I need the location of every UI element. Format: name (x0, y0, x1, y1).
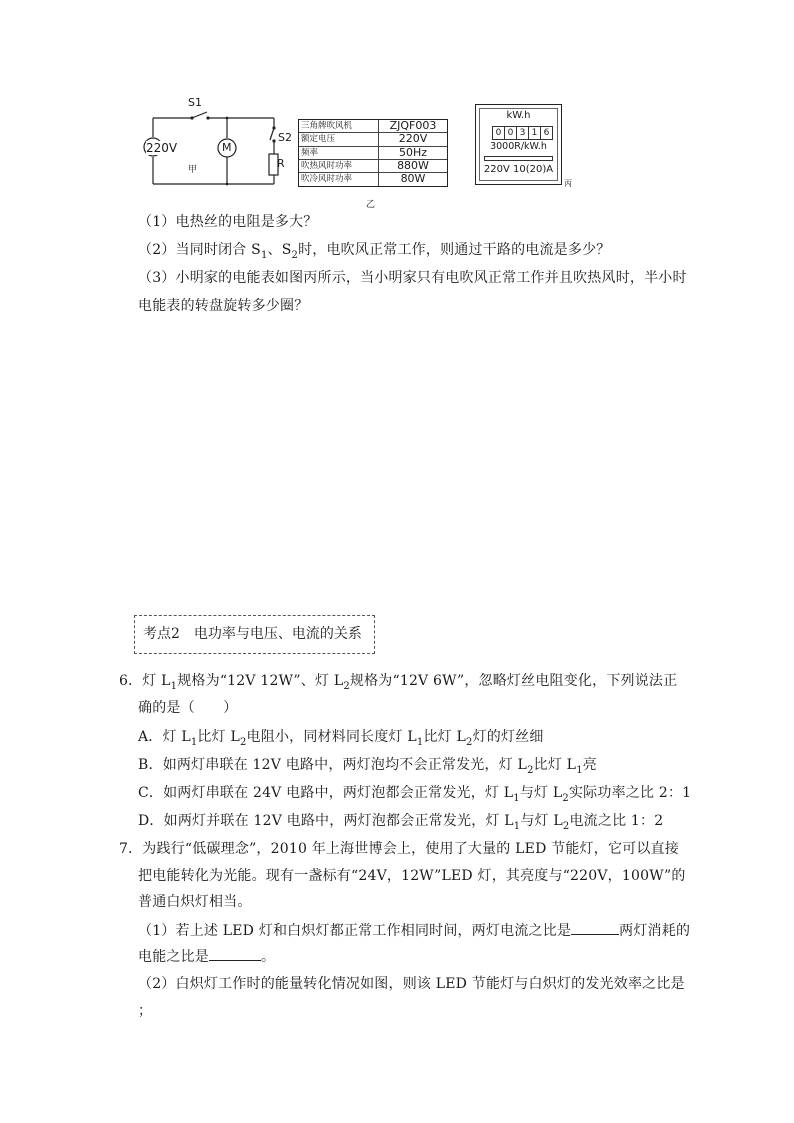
option-text: 实际功率之比 2：1 (568, 785, 692, 801)
spec-value: 880W (397, 158, 429, 172)
option-text: 灯的灯丝细 (472, 729, 544, 745)
spec-key: 三角牌吹风机 (299, 120, 379, 132)
q6-option-c (138, 783, 691, 803)
energy-meter (475, 104, 562, 185)
spec-row (299, 120, 447, 133)
subscript: 2 (291, 249, 299, 261)
q7-text: 电能之比是 (138, 949, 209, 965)
spec-row (299, 173, 447, 186)
spec-value: 50Hz (398, 145, 428, 159)
subscript: 2 (466, 736, 473, 748)
meter-constant: 3000R/kW.h (490, 141, 547, 152)
option-text: 比灯 L (533, 757, 577, 773)
q6-option-a (138, 727, 544, 747)
q7-stem-line2: 把电能转化为光能。现有一盏标有“24V，12W”LED 灯，其亮度与“220V，100W”的 (138, 868, 686, 884)
option-text: 比灯 L (423, 729, 467, 745)
subscript: 1 (260, 249, 268, 261)
q6-option-b (138, 755, 597, 775)
subscript: 1 (416, 736, 424, 748)
q5-sub1: （1）电热丝的电阻是多大？ (138, 214, 318, 230)
switch2-label: S2 (278, 131, 292, 144)
q7-sub2-line1: （2）白炽灯工作时的能量转化情况如图，则该 LED 节能灯与白炽灯的发光效率之比是 (138, 976, 685, 992)
option-text: 与灯 L (520, 813, 563, 829)
spec-key: 频率 (299, 147, 379, 159)
q5-sub2-text: 、S (267, 242, 292, 258)
q7-sub2-line2: ； (138, 1003, 153, 1019)
q7-text: 。 (261, 949, 276, 965)
answer-blank[interactable] (571, 920, 619, 935)
subscript: 1 (170, 680, 178, 692)
q7-sub1-line2 (138, 946, 275, 967)
q6-option-d (138, 811, 663, 831)
subscript: 2 (343, 680, 350, 692)
spec-key: 吹冷风时功率 (299, 173, 379, 186)
option-text: A．灯 L (138, 729, 191, 745)
subscript: 1 (513, 820, 521, 832)
q6-stem-line1 (119, 671, 677, 691)
q5-sub2-text: 时，电吹风正常工作，则通过干路的电流是多少？ (298, 242, 611, 258)
subscript: 2 (562, 820, 570, 832)
q5-sub3-line1: （3）小明家的电能表如图丙所示，当小明家只有电吹风正常工作并且吹热风时，半小时 (138, 270, 687, 286)
spec-caption: 乙 (366, 200, 376, 210)
subscript: 2 (527, 764, 534, 776)
q7-text: 两灯消耗的 (619, 923, 691, 939)
motor-label: M (222, 141, 232, 154)
q6-text: 规格为“12V 12W”、灯 L (177, 673, 344, 689)
switch1-label: S1 (188, 96, 202, 109)
meter-digit: 0 (492, 126, 505, 140)
option-text: 电阻小，同材料同长度灯 L (246, 729, 417, 745)
spec-key: 额定电压 (299, 133, 379, 145)
spec-key: 吹热风时功率 (299, 160, 379, 172)
meter-digit: 1 (528, 126, 541, 140)
q5-sub2 (138, 240, 610, 260)
spec-row (299, 147, 447, 160)
q7-stem-line3: 普通白炽灯相当。 (138, 894, 252, 910)
option-text: 亮 (582, 757, 597, 773)
meter-digits (492, 126, 552, 140)
q7-sub1-line1 (138, 920, 690, 941)
spec-row (299, 133, 447, 146)
option-text: D．如两灯并联在 12V 电路中，两灯泡都会正常发光，灯 L (138, 813, 514, 829)
meter-digit: 3 (516, 126, 529, 140)
subscript: 1 (576, 764, 583, 776)
answer-blank[interactable] (209, 946, 261, 961)
meter-digit: 6 (540, 126, 553, 140)
option-text: 比灯 L (197, 729, 240, 745)
subscript: 1 (190, 736, 198, 748)
meter-unit: kW.h (506, 110, 531, 121)
q5-sub3-line2: 电能表的转盘旋转多少圈？ (138, 298, 309, 314)
subscript: 2 (239, 736, 247, 748)
option-text: 与灯 L (519, 785, 563, 801)
meter-window (484, 156, 553, 161)
topic-heading: 考点2 电功率与电压、电流的关系 (134, 615, 375, 654)
option-text: 电流之比 1：2 (569, 813, 664, 829)
spec-table (298, 119, 448, 187)
resistor-label: R (277, 157, 285, 170)
spec-row (299, 160, 447, 173)
circuit-caption: 甲 (188, 165, 198, 175)
q6-stem-line2: 确的是（ ） (138, 700, 238, 716)
meter-digit: 0 (504, 126, 517, 140)
spec-value: 80W (400, 172, 426, 186)
q7-stem-line1: 7．为践行“低碳理念”，2010 年上海世博会上，使用了大量的 LED 节能灯，它可以直接 (119, 841, 679, 857)
voltage-label: 220V (146, 141, 178, 155)
q6-text: 6．灯 L (119, 673, 171, 689)
subscript: 2 (562, 792, 569, 804)
subscript: 1 (513, 792, 520, 804)
q5-sub2-text: （2）当同时闭合 S (138, 242, 261, 258)
meter-caption: 丙 (564, 179, 572, 188)
meter-rating: 220V 10(20)A (483, 164, 554, 175)
spec-value: ZJQF003 (389, 119, 437, 132)
q7-text: （1）若上述 LED 灯和白炽灯都正常工作相同时间，两灯电流之比是 (138, 923, 572, 939)
option-text: B．如两灯串联在 12V 电路中，两灯泡均不会正常发光，灯 L (138, 757, 528, 773)
option-text: C．如两灯串联在 24V 电路中，两灯泡都会正常发光，灯 L (138, 785, 514, 801)
q6-text: 规格为“12V 6W”，忽略灯丝电阻变化，下列说法正 (349, 673, 678, 689)
spec-value: 220V (398, 132, 428, 146)
